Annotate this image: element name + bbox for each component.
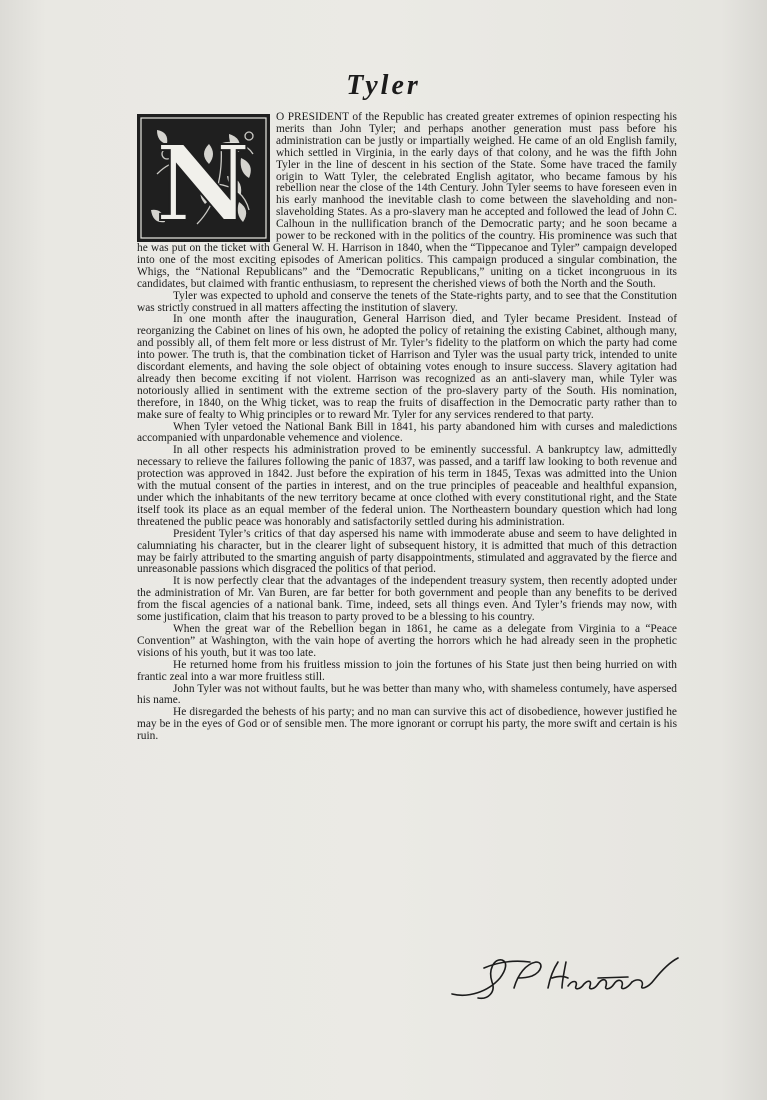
handwritten-signature: [448, 948, 683, 1004]
dropcap-letter: N: [155, 122, 251, 242]
dropcap-image: [137, 114, 270, 242]
paragraph-2: Tyler was expected to uphold and conserve the tenets of the State-rights party, and to see that the Constitution was strictly construed in all matters affecting the institution of slavery.: [137, 289, 677, 314]
paragraph-9: He returned home from his fruitless mission to join the fortunes of his State just then being hurried on with frantic zeal into a war more fruitless still.: [137, 658, 677, 683]
paragraph-6: President Tyler’s critics of that day aspersed his name with immoderate abuse and seem to have delighted in calumniating his character, but in the clearer light of subsequent history, it is admitted that much of this detraction may be fairly attributed to the smarting anguish of party disappointments, stimulated and aggravated by the fierce and unreasonable passions which disgraced the politics of that period.: [137, 527, 677, 576]
paragraph-10: John Tyler was not without faults, but he was better than many who, with shameless contumely, have aspersed his name.: [137, 682, 677, 707]
paragraph-1: O PRESIDENT of the Republic has created greater extremes of opinion respecting his merits than John Tyler; and perhaps another generation must pass before his administration can be justly or impartially weighed. He came of an old English family, which settled in Virginia, in the early days of that colony, and he was the fifth John Tyler in the line of descent in his section of the State. Some have traced the family origin to Watt Tyler, the celebrated English agitator, who became famous by his rebellion near the close of the 14th Century. John Tyler seems to have foreseen even in his early manhood the inevitable clash to come between the slaveholding and non-slaveholding States. As a pro-slavery man he accepted and followed the lead of John C. Calhoun in the nullification branch of the Democratic party; and he soon became a power to be reckoned with in the politics of the country. His prominence was such that he was put on the ticket with General W. H. Harrison in 1840, when the “Tippecanoe and Tyler” campaign developed into one of the most exciting episodes of American politics. This campaign produced a singular combination, the Whigs, the “National Republicans” and the “Democratic Republicans,” uniting on a ticket incongruous in its candidates, but claimed with frantic enthusiasm, to represent the cherished views of both the North and the South.: [137, 111, 677, 290]
paragraph-11: He disregarded the behests of his party; and no man can survive this act of disobedience, however justified he may be in the eyes of God or of sensible men. The more ignorant or corrupt his party, the more swift and certain is his ruin.: [137, 706, 677, 743]
paragraph-8: When the great war of the Rebellion began in 1861, he came as a delegate from Virginia to a “Peace Convention” at Washington, with the vain hope of averting the horrors which he had already seen in the prophetic visions of his youth, but it was too late.: [137, 622, 677, 659]
decorative-dropcap-n: [137, 114, 270, 242]
article-body: [137, 112, 677, 743]
signature-image: [448, 948, 683, 1004]
paragraph-4: When Tyler vetoed the National Bank Bill in 1841, his party abandoned him with curses and maledictions accompanied with unpardonable vehemence and violence.: [137, 420, 677, 445]
paragraph-7: It is now perfectly clear that the advantages of the independent treasury system, then recently adopted under the administration of Mr. Van Buren, are far better for both government and people than any benefits to be derived from the fiscal agencies of a national bank. Time, indeed, sets all things even. And Tyler’s friends may now, with some justification, claim that his treason to party proved to be a blessing to his country.: [137, 575, 677, 624]
paragraph-5: In all other respects his administration proved to be eminently successful. A bankruptcy law, admittedly necessary to relieve the failures following the panic of 1837, was passed, and a tariff law looking to both revenue and protection was approved in 1842. Just before the expiration of his term in 1845, Texas was admitted into the Union with the mutual consent of the parties in interest, and on the true principles of peaceable and healthful expansion, under which the inhabitants of the new territory became at once clothed with every constitutional right, and the State itself took its place as an equal member of the federal union. The Northeastern boundary question which had long threatened the public peace was honorably and satisfactorily settled during his administration.: [137, 444, 677, 528]
paragraph-3: In one month after the inauguration, General Harrison died, and Tyler became President. Instead of reorganizing the Cabinet on lines of his own, he adopted the policy of retaining the existing Cabinet, although many, and possibly all, of them felt more or less distrust of Mr. Tyler’s fidelity to the platform on which the party had come into power. The truth is, that the combination ticket of Harrison and Tyler was the usual party trick, intended to unite discordant elements, and having the sole object of obtaining votes enough to insure success. Slavery agitation had already then become exciting if not violent. Harrison was recognized as an anti-slavery man, while Tyler was notoriously allied in sentiment with the extreme section of the pro-slavery party of the South. His nomination, therefore, in 1840, on the Whig ticket, was to reap the fruits of disaffection in the Democratic party rather than to make sure of fealty to Whig principles or to reward Mr. Tyler for any services rendered to that party.: [137, 313, 677, 421]
page-title: Tyler: [346, 70, 421, 101]
